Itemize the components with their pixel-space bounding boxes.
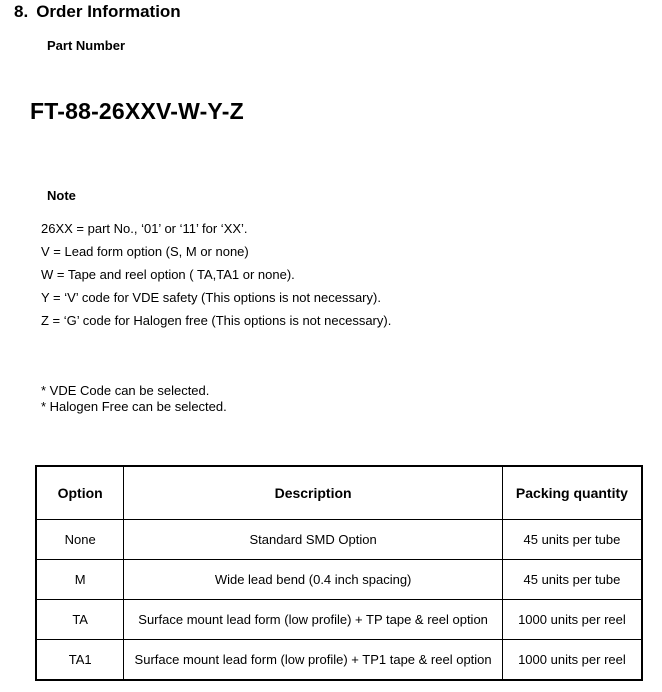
- note-line: W = Tape and reel option ( TA,TA1 or none).: [41, 267, 295, 282]
- packing-cell: 45 units per tube: [502, 520, 642, 560]
- note-line: 26XX = part No., ‘01’ or ‘11’ for ‘XX’.: [41, 221, 248, 236]
- description-cell: Surface mount lead form (low profile) + TP tape & reel option: [124, 600, 503, 640]
- remark-line: * VDE Code can be selected.: [41, 383, 210, 398]
- column-header-packing-quantity: Packing quantity: [502, 466, 642, 520]
- part-number-heading: Part Number: [47, 38, 126, 53]
- table-header-row: [36, 466, 642, 520]
- table-row: [36, 640, 642, 681]
- note-line: Y = ‘V’ code for VDE safety (This options is not necessary).: [41, 290, 381, 305]
- option-cell: TA1: [36, 640, 124, 681]
- option-cell: M: [36, 560, 124, 600]
- table-row: [36, 560, 642, 600]
- note-line: Z = ‘G’ code for Halogen free (This options is not necessary).: [41, 313, 392, 328]
- packing-cell: 1000 units per reel: [502, 600, 642, 640]
- table-row: [36, 600, 642, 640]
- table-row: [36, 520, 642, 560]
- part-number-code: FT-88-26XXV-W-Y-Z: [30, 98, 244, 124]
- column-header-description: Description: [124, 466, 503, 520]
- description-cell: Standard SMD Option: [124, 520, 503, 560]
- option-cell: None: [36, 520, 124, 560]
- column-header-option: Option: [36, 466, 124, 520]
- section-title: [14, 2, 181, 22]
- description-cell: Wide lead bend (0.4 inch spacing): [124, 560, 503, 600]
- note-line: V = Lead form option (S, M or none): [41, 244, 249, 259]
- options-table: [35, 465, 643, 681]
- section-number: 8.: [14, 2, 29, 21]
- packing-cell: 45 units per tube: [502, 560, 642, 600]
- packing-cell: 1000 units per reel: [502, 640, 642, 681]
- option-cell: TA: [36, 600, 124, 640]
- remark-line: * Halogen Free can be selected.: [41, 398, 227, 414]
- note-list: [41, 217, 391, 332]
- remark-list: [41, 383, 227, 414]
- description-cell: Surface mount lead form (low profile) + TP1 tape & reel option: [124, 640, 503, 681]
- note-heading: Note: [47, 188, 76, 203]
- section-title-text: Order Information: [36, 2, 181, 21]
